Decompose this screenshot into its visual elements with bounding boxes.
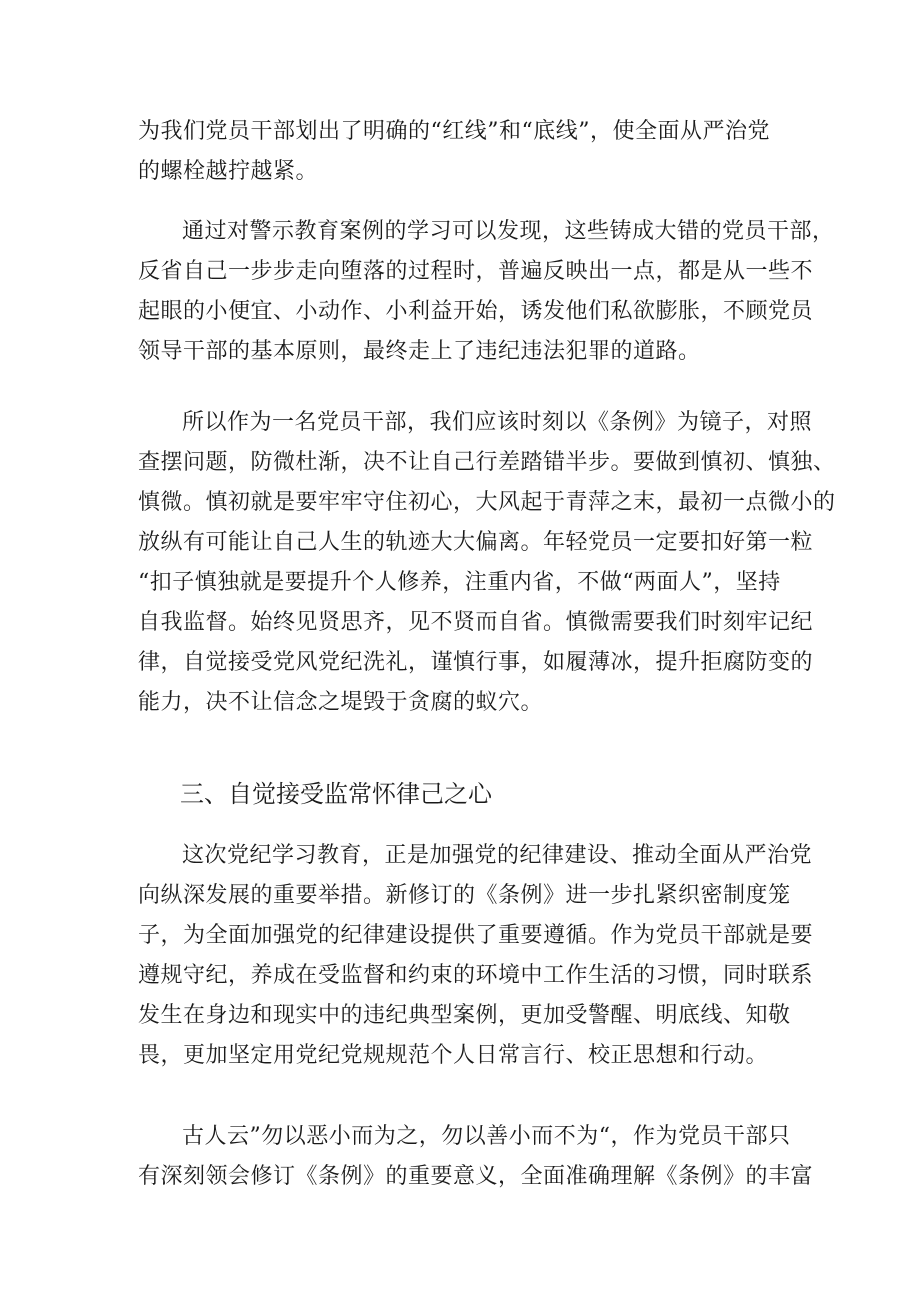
paragraph-line: 有深刻领会修订《条例》的重要意义，全面准确理解《条例》的丰富 (138, 1164, 814, 1189)
paragraph-line: 这次党纪学习教育，正是加强党的纪律建设、推动全面从严治党 (182, 843, 813, 868)
paragraph-line: 领导干部的基本原则，最终走上了违纪违法犯罪的道路。 (138, 339, 701, 364)
paragraph-line: 反省自己一步步走向堕落的过程时，普遍反映出一点，都是从一些不 (138, 259, 814, 284)
paragraph-line: 所以作为一名党员干部，我们应该时刻以《条例》为镜子，对照 (182, 410, 813, 435)
paragraph-line: 发生在身边和现实中的违纪典型案例，更加受警醒、明底线、知敬 (138, 1003, 791, 1028)
paragraph-line: 子，为全面加强党的纪律建设提供了重要遵循。作为党员干部就是要 (138, 923, 814, 948)
paragraph-5 (138, 1117, 814, 1197)
paragraph-line: 慎微。慎初就是要牢牢守住初心，大风起于青萍之末，最初一点微小的 (138, 490, 836, 515)
paragraph-2 (138, 212, 835, 372)
paragraph-line: 律，自觉接受党风党纪洗礼，谨慎行事，如履薄冰，提升拒腐防变的 (138, 650, 814, 675)
paragraph-line: 自我监督。始终见贤思齐，见不贤而自省。慎微需要我们时刻牢记纪 (138, 610, 814, 635)
paragraph-1 (138, 112, 798, 192)
paragraph-line: 放纵有可能让自己人生的轨迹大大偏离。年轻党员一定要扣好第一粒 (138, 530, 814, 555)
paragraph-line: 畏，更加坚定用党纪党规规范个人日常言行、校正思想和行动。 (138, 1043, 769, 1068)
paragraph-line: 查摆问题，防微杜渐，决不让自己行差踏错半步。要做到慎初、慎独、 (138, 450, 836, 475)
section-heading: 三、自觉接受监常怀律己之心 (180, 780, 492, 808)
paragraph-line: 为我们党员干部划出了明确的“红线”和“底线”，使全面从严治党 (138, 119, 770, 144)
paragraph-line: 遵规守纪，养成在受监督和约束的环境中工作生活的习惯，同时联系 (138, 963, 814, 988)
paragraph-line: 的螺栓越拧越紧。 (138, 159, 319, 184)
paragraph-line: 向纵深发展的重要举措。新修订的《条例》进一步扎紧织密制度笼 (138, 883, 791, 908)
paragraph-line: 能力，决不让信念之堤毁于贪腐的蚁穴。 (138, 690, 544, 715)
paragraph-line: 起眼的小便宜、小动作、小利益开始，诱发他们私欲膨胀，不顾党员 (138, 299, 814, 324)
paragraph-4 (138, 836, 814, 1076)
paragraph-line: 通过对警示教育案例的学习可以发现，这些铸成大错的党员干部， (182, 219, 835, 244)
paragraph-line: 古人云”勿以恶小而为之，勿以善小而不为“，作为党员干部只 (182, 1124, 791, 1149)
paragraph-3 (138, 403, 836, 723)
paragraph-line: “扣子慎独就是要提升个人修养，注重内省，不做“两面人”，坚持 (138, 570, 781, 595)
